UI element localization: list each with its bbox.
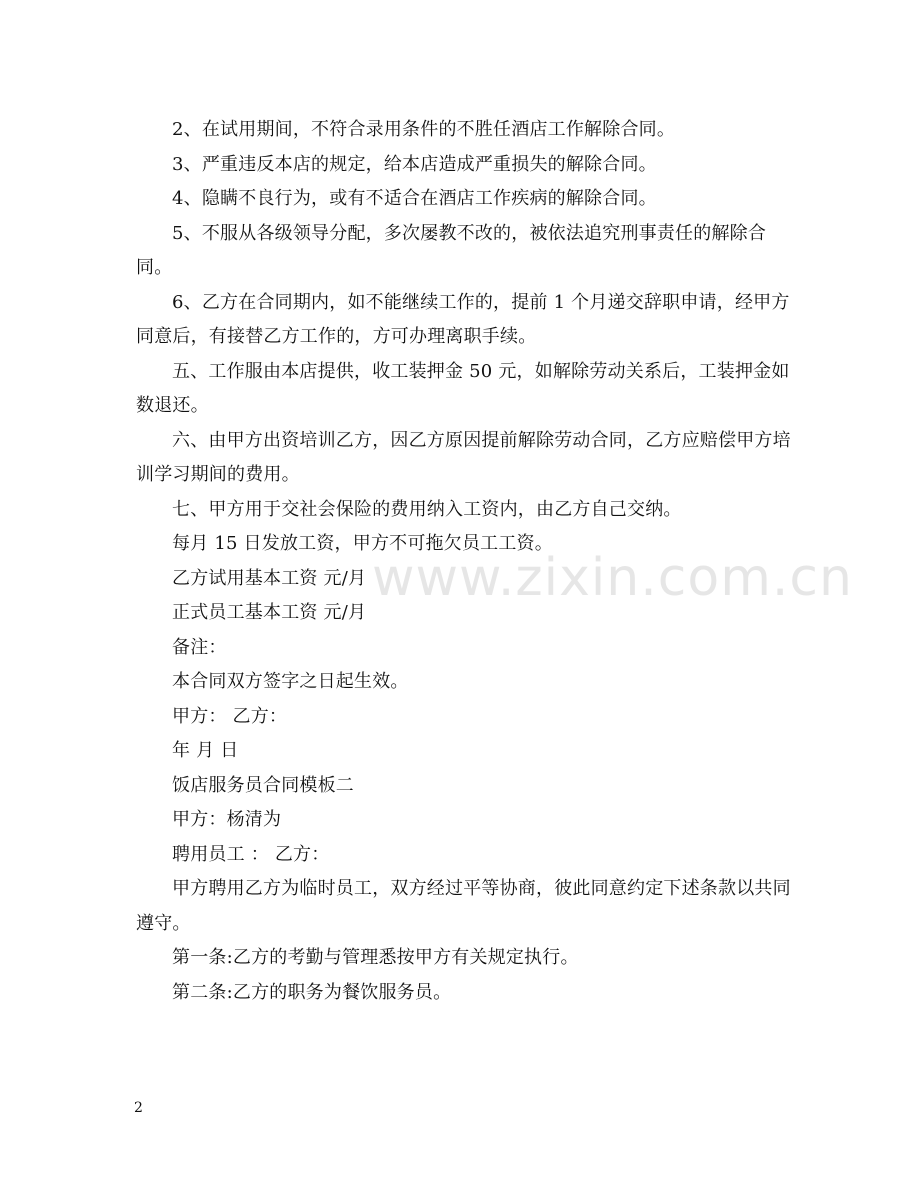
paragraph: 年 月 日 (172, 740, 239, 761)
page-number: 2 (134, 1100, 143, 1116)
watermark: www.zixin.com.cn (372, 548, 853, 608)
paragraph: 五、工作服由本店提供，收工装押金 50 元，如解除劳动关系后，工装押金如数退还。 (136, 360, 790, 416)
paragraph: 第二条:乙方的职务为餐饮服务员。 (172, 981, 452, 1003)
paragraph: 七、甲方用于交社会保险的费用纳入工资内，由乙方自己交纳。 (172, 498, 682, 520)
paragraph: 六、由甲方出资培训乙方，因乙方原因提前解除劳动合同，乙方应赔偿甲方培训学习期间的费用。 (136, 429, 791, 485)
paragraph: 2、在试用期间，不符合录用条件的不胜任酒店工作解除合同。 (172, 119, 676, 140)
paragraph: 4、隐瞒不良行为，或有不适合在酒店工作疾病的解除合同。 (172, 188, 657, 209)
paragraph: 甲方聘用乙方为临时员工，双方经过平等协商，彼此同意约定下述条款以共同遵守。 (136, 878, 791, 934)
paragraph: 6、乙方在合同期内，如不能继续工作的，提前 1 个月递交辞职申请，经甲方同意后，有接替乙方工作的，方可办理离职手续。 (136, 291, 790, 347)
document-body (136, 113, 796, 1010)
paragraph: 聘用员工 ： 乙方： (172, 843, 330, 865)
paragraph: 第一条:乙方的考勤与管理悉按甲方有关规定执行。 (172, 947, 579, 968)
paragraph: 乙方试用基本工资 元/月 (172, 567, 367, 589)
paragraph: 正式员工基本工资 元/月 (172, 602, 367, 623)
paragraph: 3、严重违反本店的规定，给本店造成严重损失的解除合同。 (172, 153, 657, 175)
paragraph: 本合同双方签字之日起生效。 (172, 671, 409, 692)
paragraph: 5、不服从各级领导分配，多次屡教不改的，被依法追究刑事责任的解除合同。 (136, 222, 767, 278)
section-title: 饭店服务员合同模板二 (172, 774, 354, 796)
paragraph: 备注： (172, 636, 227, 658)
paragraph: 甲方：杨清为 (172, 809, 282, 830)
paragraph: 甲方： 乙方： (172, 705, 288, 727)
paragraph: 每月 15 日发放工资，甲方不可拖欠员工工资。 (172, 533, 553, 554)
